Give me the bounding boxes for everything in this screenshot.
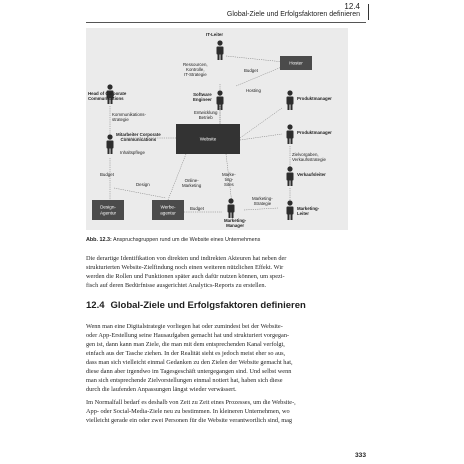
edge-label-entwicklung: Entwicklung Betrieb — [194, 110, 218, 120]
hoster-label: Hoster — [289, 60, 303, 66]
section-heading — [86, 300, 306, 311]
paragraph-2 — [86, 322, 366, 394]
person-icon-marketing-leiter — [285, 200, 295, 220]
marketing-leiter-label: Marketing- Leiter — [297, 206, 320, 216]
edge-label-zielvorgaben: Zielvorgaben, Verkaufsstrategie — [292, 152, 326, 162]
produktmanager-1-label: Produktmanager — [297, 96, 332, 101]
design-agentur-box — [92, 200, 124, 220]
person-icon-verkaufsleiter — [285, 166, 295, 186]
verkaufsleiter-label: Verkaufsleiter — [297, 172, 326, 177]
hoster-box — [280, 56, 312, 70]
person-icon-software-engineer — [215, 90, 225, 110]
paragraph-2-line: diese dann aber irgendwo im Tagesgeschäft untergegangen sind. Und selbst wenn — [86, 368, 292, 375]
paragraph-1-line: fisch auf deren Bedürfnisse ausgerichtet Analytics-Reports zu erstellen. — [86, 282, 267, 289]
paragraph-3 — [86, 398, 366, 425]
caption-label: Abb. 12.3: — [86, 237, 112, 243]
mitarbeiter-corp-comm-label: Mitarbeiter Corporate Communications — [116, 132, 161, 142]
stakeholder-diagram — [86, 28, 348, 230]
werbeagentur-box — [152, 200, 184, 220]
edge-website-produkt2 — [240, 134, 282, 140]
paragraph-3-line: App- oder Social-Media-Ziele neu zu bestimmen. In kleineren Unternehmen, wo — [86, 408, 290, 415]
it-leiter-label: IT-Leiter — [206, 32, 224, 37]
edge-label-online-marketing: Online- Marketing — [182, 178, 202, 188]
edge-marketing-strategie — [244, 208, 278, 210]
edge-design — [114, 188, 166, 198]
head-corp-comm-label: Head of Corporate Communications — [88, 91, 127, 101]
paragraph-2-line: einfach aus der Tasche ziehen. In der Realität sieht es jedoch meist eher so aus, — [86, 350, 286, 357]
person-icon-produktmanager-2 — [285, 124, 295, 144]
paragraph-2-line: dass man sich vielleicht einmal Gedanken zu den Zielen der Website gemacht hat, — [86, 359, 293, 366]
edge-website-produkt1 — [240, 108, 282, 138]
figure-caption — [86, 237, 366, 243]
edge-label-ressourcen: Ressourcen, Kontrolle, IT-Strategie — [183, 62, 208, 77]
website-box — [176, 124, 240, 154]
paragraph-2-line: man sich entsprechende Zielvorstellungen einmal notiert hat, haben sich diese — [86, 377, 283, 384]
edge-label-budget-bottom: Budget — [190, 206, 204, 211]
design-agentur-label: Design- Agentur — [99, 204, 117, 215]
paragraph-2-line: gen ist, dann kann man Ziele, die man mit dem entsprechenden Kanal verfolgt, — [86, 341, 285, 348]
paragraph-2-line: oder App-Erstellung seine Hausaufgaben gemacht hat und strukturiert vorgegan- — [86, 332, 290, 339]
software-engineer-label: Software Engineer — [193, 92, 212, 102]
edge-label-kommunikation: Kommunikations- strategie — [112, 112, 146, 122]
edge-label-design: Design — [136, 182, 150, 187]
edge-it-leiter-hoster — [226, 56, 284, 62]
paragraph-1-line: Die derartige Identifikation von direkten und indirekten Akteuren hat neben der — [86, 255, 287, 262]
edge-label-hosting: Hosting — [246, 88, 261, 93]
person-icon-produktmanager-1 — [285, 90, 295, 110]
paragraph-1-line: werden die Rollen und Funktionen später auch dafür nutzen können, um spezi- — [86, 273, 285, 280]
header-rule — [86, 22, 366, 23]
edge-label-inhaltspflege: Inhaltspflege — [120, 150, 145, 155]
paragraph-3-line: Im Normalfall bedarf es deshalb von Zeit zu Zeit eines Prozesses, um die Website-, — [86, 399, 296, 406]
edge-label-budget-top: Budget — [244, 68, 258, 73]
running-header — [0, 0, 464, 24]
paragraph-2-line: Wenn man eine Digitalstrategie vorliegen hat oder zumindest bei der Website- — [86, 323, 283, 330]
person-icon-it-leiter — [215, 40, 225, 60]
produktmanager-2-label: Produktmanager — [297, 130, 332, 135]
person-icon-marketing-manager — [226, 198, 236, 218]
person-icon-mitarbeiter-corp-comm — [105, 134, 115, 154]
running-header-number: 12.4 — [344, 2, 360, 11]
caption-text: Anspruchsgruppen rund um die Website eines Unternehmens — [112, 237, 261, 243]
running-header-divider — [368, 4, 369, 20]
section-title: Global-Ziele und Erfolgsfaktoren definieren — [110, 300, 306, 311]
running-header-title: Global-Ziele und Erfolgsfaktoren definieren — [226, 11, 360, 18]
paragraph-3-line: vielleicht gerade ein oder zwei Personen für die Website verantwortlich sind, mag — [86, 417, 293, 424]
page-number: 333 — [354, 452, 366, 459]
edge-label-budget-left: Budget — [100, 172, 114, 177]
edge-label-marketing-sites: Marke- ting- Sites — [222, 172, 236, 187]
edge-online-marketing — [168, 154, 186, 200]
paragraph-1-line: strukturierten Website-Zielfindung noch einen weiteren nützlichen Effekt. Wir — [86, 264, 284, 271]
website-label: Website — [199, 136, 217, 142]
paragraph-2-line: durch die laufenden Anpassungen längst wieder verwässert. — [86, 386, 237, 393]
marketing-manager-label: Marketing- Manager — [224, 218, 247, 228]
edge-label-marketing-strategie: Marketing- Strategie — [252, 196, 273, 206]
section-number: 12.4 — [86, 300, 105, 311]
werbeagentur-label: Werbe- agentur — [160, 204, 176, 215]
paragraph-1 — [86, 254, 366, 290]
